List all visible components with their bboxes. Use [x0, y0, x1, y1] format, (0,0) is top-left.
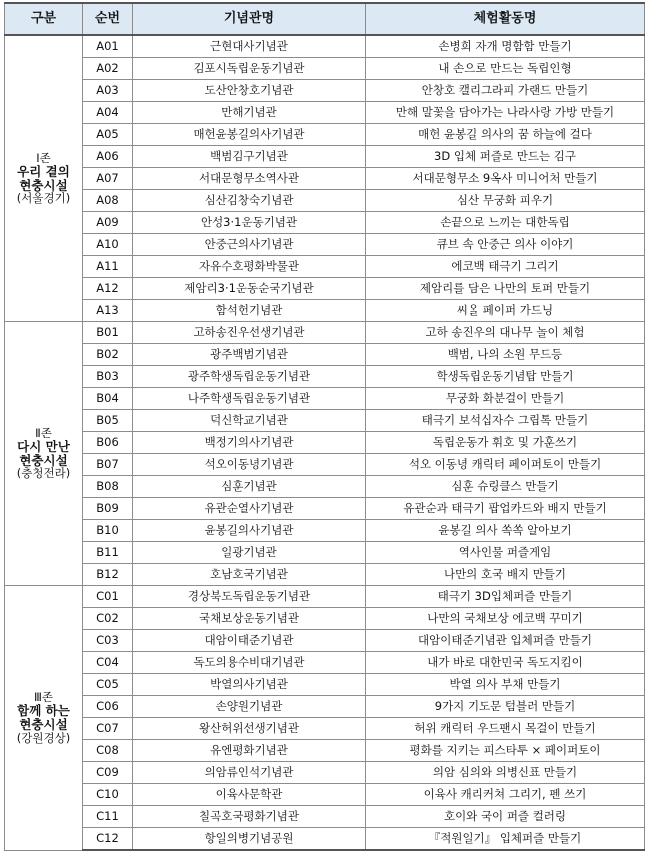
code-cell: B01	[83, 322, 133, 344]
table-row	[5, 542, 645, 564]
table-row	[5, 652, 645, 674]
table-row	[5, 454, 645, 476]
table-row	[5, 520, 645, 542]
program-cell: 내가 바로 대한민국 독도지킴이	[366, 652, 645, 674]
venue-cell: 유엔평화기념관	[133, 740, 366, 762]
program-cell: 서대문형무소 9옥사 미니어처 만들기	[366, 168, 645, 190]
zone-name-line1: 우리 곁의	[17, 163, 70, 179]
code-cell: A09	[83, 212, 133, 234]
venue-cell: 칠곡호국평화기념관	[133, 806, 366, 828]
venue-cell: 유관순열사기념관	[133, 498, 366, 520]
venue-cell: 제암리3·1운동순국기념관	[133, 278, 366, 300]
program-cell: 3D 입체 퍼즐로 만드는 김구	[366, 146, 645, 168]
code-cell: A06	[83, 146, 133, 168]
venue-cell: 왕산허위선생기념관	[133, 718, 366, 740]
program-cell: 안창호 캘리그라피 가랜드 만들기	[366, 80, 645, 102]
code-cell: C05	[83, 674, 133, 696]
table-row	[5, 102, 645, 124]
code-cell: C01	[83, 586, 133, 608]
table-row	[5, 212, 645, 234]
table-row	[5, 234, 645, 256]
venue-cell: 독도의용수비대기념관	[133, 652, 366, 674]
venue-cell: 안성3·1운동기념관	[133, 212, 366, 234]
table-row	[5, 762, 645, 784]
code-cell: B04	[83, 388, 133, 410]
table-row	[5, 146, 645, 168]
program-cell: 손끝으로 느끼는 대한독립	[366, 212, 645, 234]
table-row	[5, 608, 645, 630]
program-cell: 『적원일기』 입체퍼즐 만들기	[366, 828, 645, 851]
zone-region: (충청전라)	[16, 466, 71, 481]
code-cell: C04	[83, 652, 133, 674]
code-cell: A01	[83, 35, 133, 58]
header-code: 순번	[83, 3, 133, 35]
program-cell: 에코백 태극기 그리기	[366, 256, 645, 278]
table-row	[5, 740, 645, 762]
table-row	[5, 476, 645, 498]
venue-cell: 덕신학교기념관	[133, 410, 366, 432]
venue-cell: 항일의병기념공원	[133, 828, 366, 851]
code-cell: A10	[83, 234, 133, 256]
code-cell: A11	[83, 256, 133, 278]
venue-cell: 윤봉길의사기념관	[133, 520, 366, 542]
table-row	[5, 278, 645, 300]
code-cell: C02	[83, 608, 133, 630]
header-venue: 기념관명	[133, 3, 366, 35]
table-body	[5, 35, 645, 850]
program-cell: 나만의 호국 배지 만들기	[366, 564, 645, 586]
code-cell: A05	[83, 124, 133, 146]
code-cell: C08	[83, 740, 133, 762]
program-cell: 9가지 기도문 텀블러 만들기	[366, 696, 645, 718]
venue-cell: 석오이동녕기념관	[133, 454, 366, 476]
zone-cell	[5, 322, 83, 586]
program-cell: 유관순과 태극기 팝업카드와 배지 만들기	[366, 498, 645, 520]
program-cell: 이육사 캐리커쳐 그리기, 펜 쓰기	[366, 784, 645, 806]
table-row	[5, 674, 645, 696]
table-row	[5, 300, 645, 322]
venue-cell: 나주학생독립운동기념관	[133, 388, 366, 410]
program-cell: 심산 무궁화 피우기	[366, 190, 645, 212]
program-cell: 호이와 국이 퍼즐 컬러링	[366, 806, 645, 828]
code-cell: C12	[83, 828, 133, 851]
table-row	[5, 124, 645, 146]
code-cell: C03	[83, 630, 133, 652]
table-row	[5, 344, 645, 366]
code-cell: B05	[83, 410, 133, 432]
table-row	[5, 784, 645, 806]
code-cell: A02	[83, 58, 133, 80]
table-row	[5, 806, 645, 828]
zone-name-line1: 함께 하는	[17, 703, 70, 718]
program-cell: 만해 말꽃을 담아가는 나라사랑 가방 만들기	[366, 102, 645, 124]
zone-label: Ⅰ존	[36, 151, 51, 166]
code-cell: C06	[83, 696, 133, 718]
program-cell: 제암리를 담은 나만의 토퍼 만들기	[366, 278, 645, 300]
venue-cell: 자유수호평화박물관	[133, 256, 366, 278]
code-cell: A04	[83, 102, 133, 124]
code-cell: B07	[83, 454, 133, 476]
program-cell: 심훈 슈링클스 만들기	[366, 476, 645, 498]
code-cell: C09	[83, 762, 133, 784]
table-row	[5, 630, 645, 652]
venue-cell: 근현대사기념관	[133, 35, 366, 58]
table-row	[5, 586, 645, 608]
table-row	[5, 388, 645, 410]
program-cell: 학생독립운동기념탑 만들기	[366, 366, 645, 388]
program-cell: 역사인물 퍼즐게임	[366, 542, 645, 564]
zone-name-line2: 현충시설	[19, 177, 68, 193]
program-cell: 윤봉길 의사 쏙쏙 알아보기	[366, 520, 645, 542]
venue-cell: 일광기념관	[133, 542, 366, 564]
table-row	[5, 58, 645, 80]
venue-cell: 광주학생독립운동기념관	[133, 366, 366, 388]
zone-cell	[5, 586, 83, 851]
table-row	[5, 366, 645, 388]
table-row	[5, 432, 645, 454]
table-row	[5, 256, 645, 278]
program-cell: 석오 이동녕 캐릭터 페이퍼토이 만들기	[366, 454, 645, 476]
table-row	[5, 564, 645, 586]
program-cell: 고하 송진우의 대나무 놀이 체험	[366, 322, 645, 344]
code-cell: A08	[83, 190, 133, 212]
code-cell: C07	[83, 718, 133, 740]
code-cell: B02	[83, 344, 133, 366]
zone-region: (서울경기)	[16, 191, 71, 206]
zone-label: Ⅲ존	[33, 690, 54, 705]
code-cell: B10	[83, 520, 133, 542]
venue-cell: 심훈기념관	[133, 476, 366, 498]
program-cell: 손병희 자개 명함함 만들기	[366, 35, 645, 58]
program-cell: 평화를 지키는 피스타투 × 페이퍼토이	[366, 740, 645, 762]
venue-cell: 고하송진우선생기념관	[133, 322, 366, 344]
table-row	[5, 168, 645, 190]
venue-cell: 도산안창호기념관	[133, 80, 366, 102]
venue-cell: 국채보상운동기념관	[133, 608, 366, 630]
program-cell: 의암 심의와 의병신표 만들기	[366, 762, 645, 784]
zone-region: (강원경상)	[16, 730, 71, 745]
table-row	[5, 498, 645, 520]
program-cell: 대암이태준기념관 입체퍼즐 만들기	[366, 630, 645, 652]
venue-cell: 함석헌기념관	[133, 300, 366, 322]
code-cell: B12	[83, 564, 133, 586]
venue-cell: 호남호국기념관	[133, 564, 366, 586]
venue-cell: 이육사문학관	[133, 784, 366, 806]
program-cell: 허위 캐릭터 우드팬시 목걸이 만들기	[366, 718, 645, 740]
table-row	[5, 80, 645, 102]
table-row	[5, 322, 645, 344]
venue-cell: 매헌윤봉길의사기념관	[133, 124, 366, 146]
table-row	[5, 828, 645, 851]
program-cell: 매헌 윤봉길 의사의 꿈 하늘에 걸다	[366, 124, 645, 146]
program-cell: 태극기 3D입체퍼즐 만들기	[366, 586, 645, 608]
zone-name-line1: 다시 만난	[17, 438, 70, 454]
program-cell: 태극기 보석십자수 그립톡 만들기	[366, 410, 645, 432]
venue-cell: 박열의사기념관	[133, 674, 366, 696]
header-program: 체험활동명	[366, 3, 645, 35]
table-row	[5, 718, 645, 740]
zone-label: Ⅱ존	[35, 426, 52, 441]
venue-cell: 대암이태준기념관	[133, 630, 366, 652]
code-cell: A07	[83, 168, 133, 190]
venue-cell: 경상북도독립운동기념관	[133, 586, 366, 608]
program-cell: 씨ᄋᆞᆯ 페이퍼 가드닝	[366, 300, 645, 322]
venue-cell: 심산김창숙기념관	[133, 190, 366, 212]
program-cell: 큐브 속 안중근 의사 이야기	[366, 234, 645, 256]
table-row	[5, 35, 645, 58]
program-cell: 나만의 국채보상 에코백 꾸미기	[366, 608, 645, 630]
program-cell: 독립운동가 휘호 및 가훈쓰기	[366, 432, 645, 454]
header-zone: 구분	[5, 3, 83, 35]
venue-cell: 백정기의사기념관	[133, 432, 366, 454]
code-cell: B09	[83, 498, 133, 520]
zone-name-line2: 현충시설	[19, 452, 68, 468]
program-table	[4, 2, 645, 851]
program-cell: 내 손으로 만드는 독립인형	[366, 58, 645, 80]
venue-cell: 서대문형무소역사관	[133, 168, 366, 190]
program-cell: 박열 의사 부채 만들기	[366, 674, 645, 696]
code-cell: B11	[83, 542, 133, 564]
table-row	[5, 696, 645, 718]
zone-name-line2: 현충시설	[19, 716, 68, 732]
table-row	[5, 190, 645, 212]
table-row	[5, 410, 645, 432]
venue-cell: 안중근의사기념관	[133, 234, 366, 256]
venue-cell: 김포시독립운동기념관	[133, 58, 366, 80]
code-cell: B08	[83, 476, 133, 498]
venue-cell: 백범김구기념관	[133, 146, 366, 168]
code-cell: B03	[83, 366, 133, 388]
code-cell: A12	[83, 278, 133, 300]
code-cell: C11	[83, 806, 133, 828]
venue-cell: 손양원기념관	[133, 696, 366, 718]
code-cell: C10	[83, 784, 133, 806]
zone-cell	[5, 35, 83, 322]
code-cell: B06	[83, 432, 133, 454]
program-cell: 무궁화 화분걸이 만들기	[366, 388, 645, 410]
venue-cell: 광주백범기념관	[133, 344, 366, 366]
code-cell: A03	[83, 80, 133, 102]
table-header	[5, 3, 645, 35]
program-cell: 백범, 나의 소원 무드등	[366, 344, 645, 366]
venue-cell: 의암류인석기념관	[133, 762, 366, 784]
code-cell: A13	[83, 300, 133, 322]
venue-cell: 만해기념관	[133, 102, 366, 124]
